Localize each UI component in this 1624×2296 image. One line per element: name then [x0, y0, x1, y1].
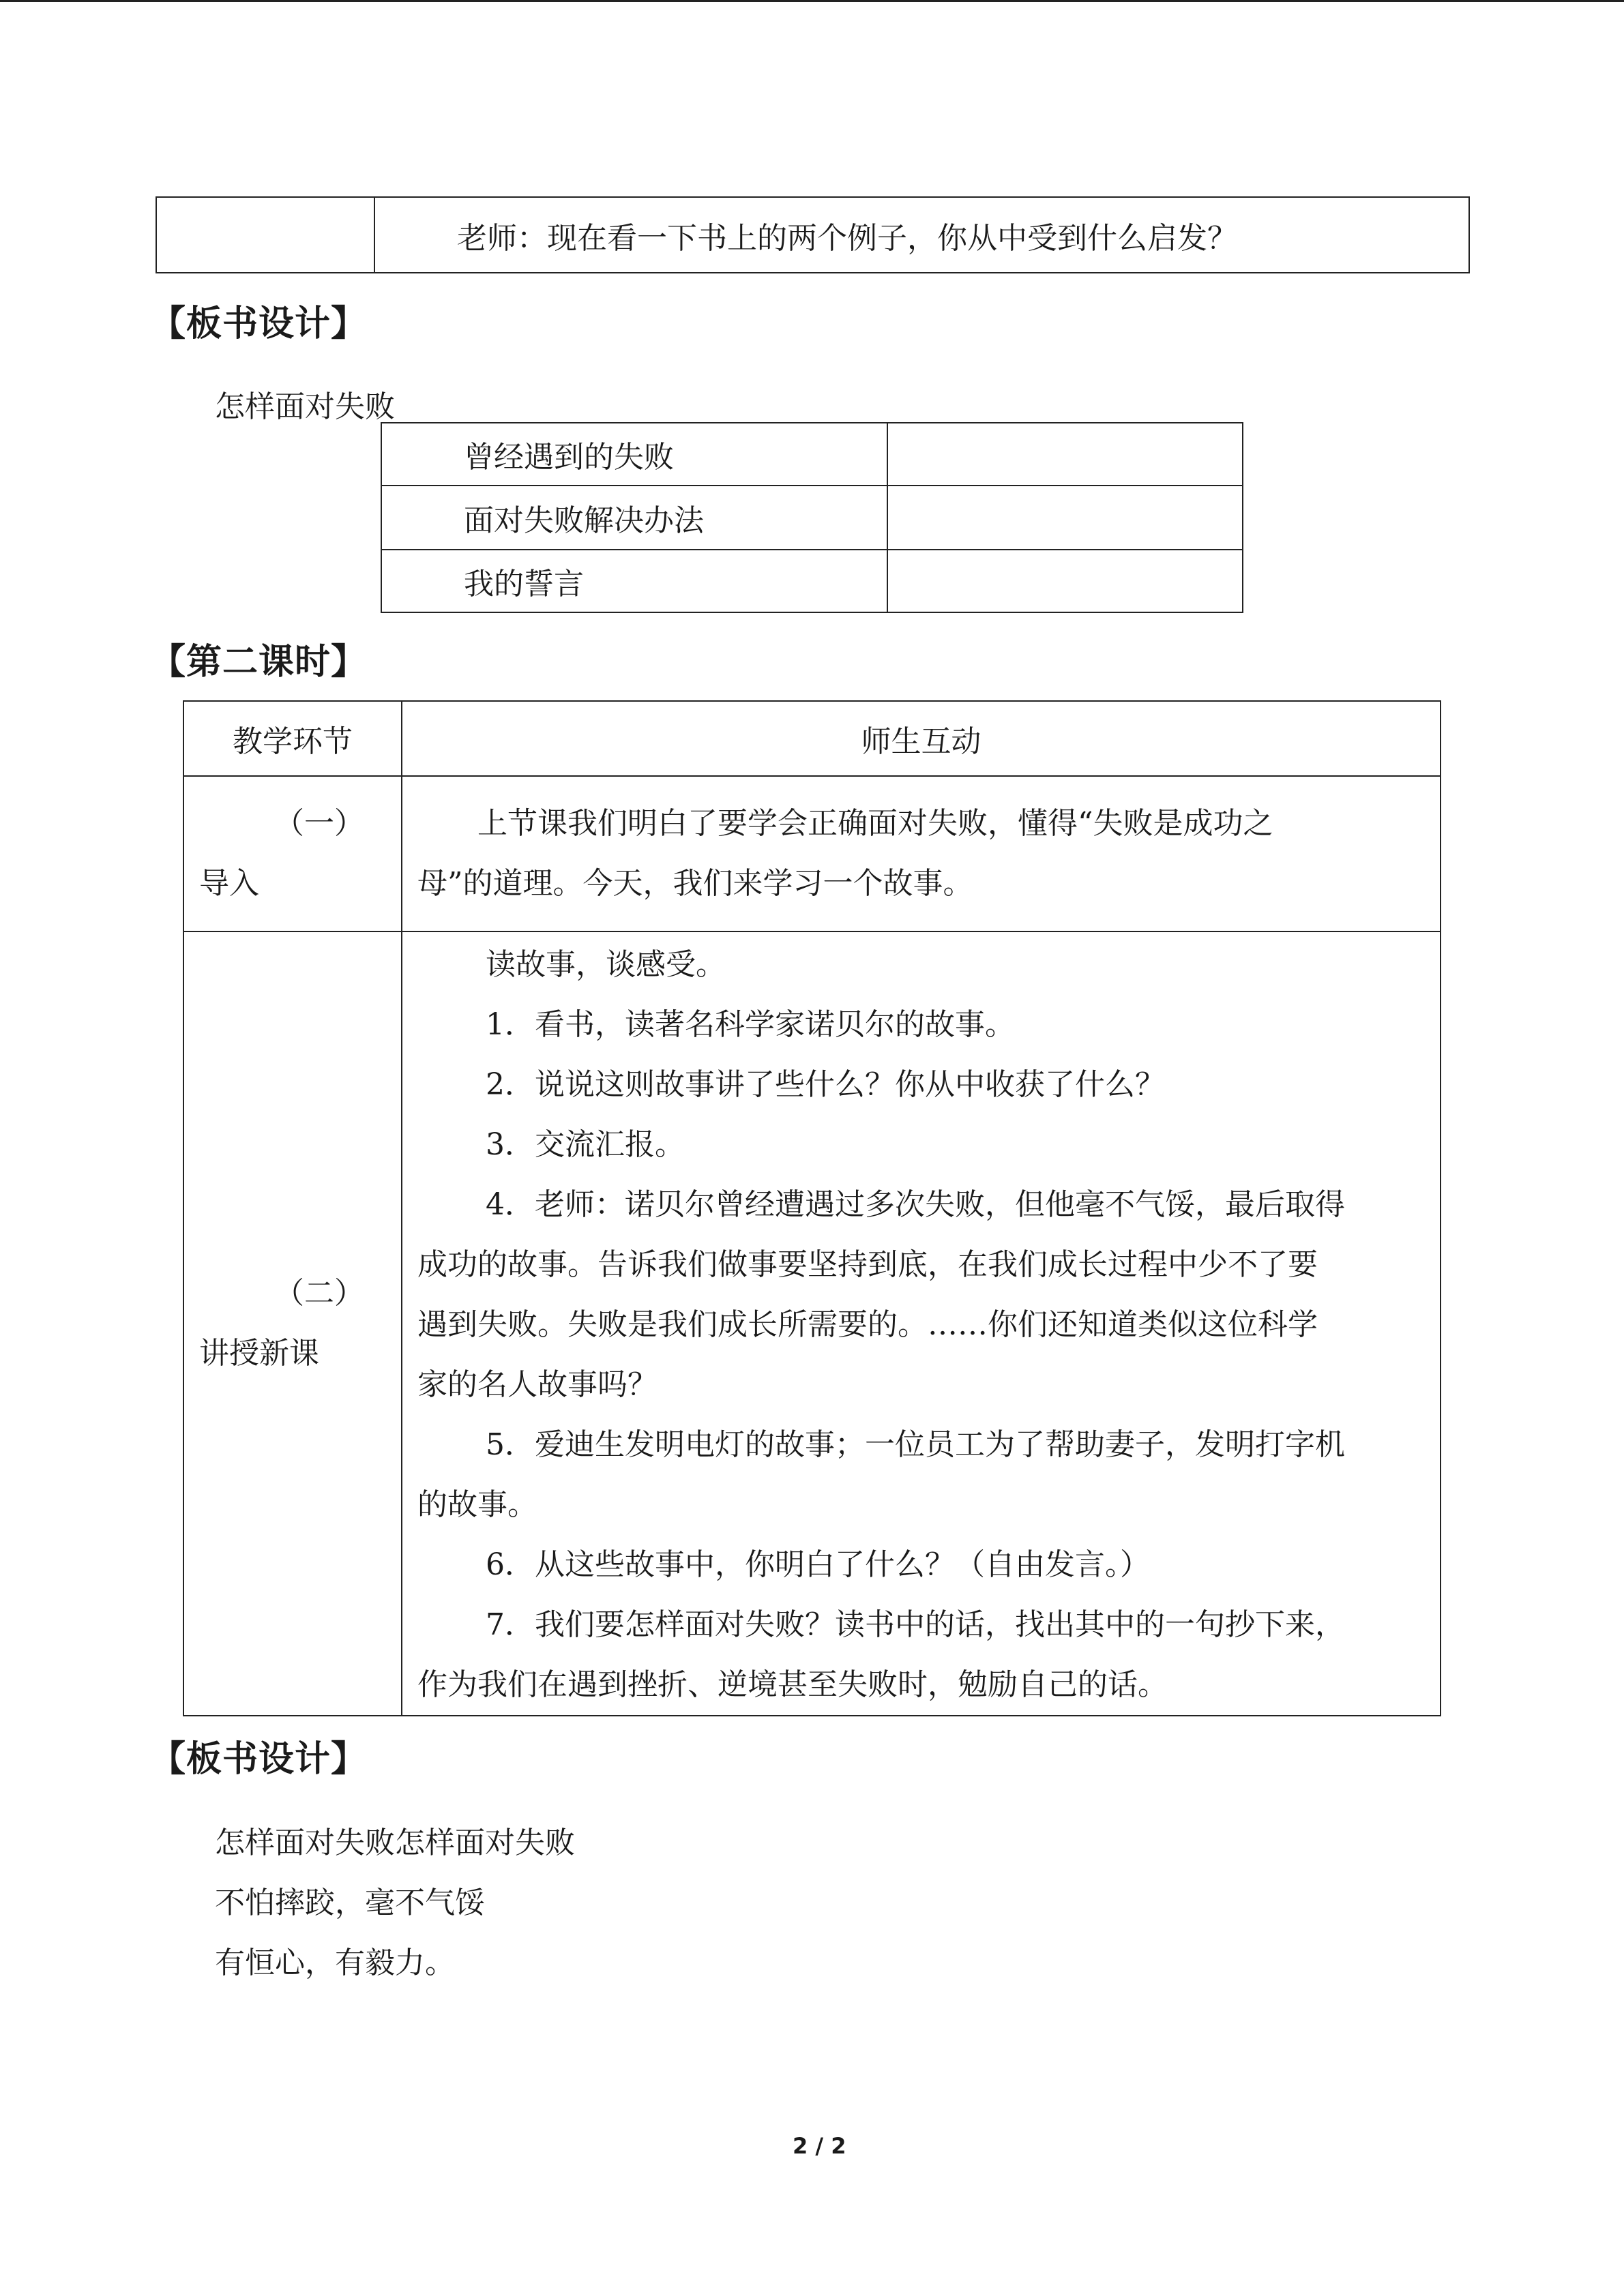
table-row [381, 423, 1243, 486]
table-cell-empty [156, 197, 374, 273]
board-line: 有恒心，有毅力。 [215, 1945, 455, 1980]
table-row [381, 550, 1243, 612]
table-row [156, 197, 1469, 273]
column-header: 教学环节 [183, 701, 402, 776]
stage-name: 导入 [199, 866, 259, 901]
text-line: 上节课我们明白了要学会正确面对失败，懂得“失败是成功之 [477, 806, 1273, 841]
table-cell [887, 423, 1243, 486]
text-line: 7．我们要怎样面对失败？读书中的话，找出其中的一句抄下来， [486, 1607, 1345, 1642]
stage-cell [183, 776, 402, 931]
row-label: 曾经遇到的失败 [464, 440, 674, 475]
stage-cell [183, 931, 402, 1716]
row-label: 我的誓言 [464, 567, 584, 601]
stage-name: 讲授新课 [199, 1336, 319, 1371]
table-cell [381, 486, 887, 550]
board-line: 不怕摔跤，毫不气馁 [215, 1885, 485, 1920]
text-line: 家的名人故事吗？ [417, 1367, 658, 1402]
text-line: 3．交流汇报。 [486, 1127, 685, 1162]
section-heading: 【第二课时】 [150, 642, 368, 683]
text-line: 2．说说这则故事讲了些什么？你从中收获了什么？ [486, 1067, 1165, 1102]
page-number: 2 / 2 [793, 2133, 846, 2159]
table-cell [374, 197, 1469, 273]
table-cell [381, 550, 887, 612]
table-cell [381, 423, 887, 486]
page-top-border [0, 0, 1624, 2]
text-line: 读故事，谈感受。 [486, 947, 726, 982]
content-cell [402, 931, 1441, 1716]
continuation-table [156, 196, 1470, 273]
text-line: 5．爱迪生发明电灯的故事；一位员工为了帮助妻子，发明打字机 [486, 1427, 1345, 1462]
section-heading: 【板书设计】 [150, 303, 368, 344]
row-label: 面对失败解决办法 [464, 503, 704, 538]
teacher-prompt-text: 老师：现在看一下书上的两个例子，你从中受到什么启发？ [457, 220, 1237, 256]
text-line: 6．从这些故事中，你明白了什么？（自由发言。） [486, 1547, 1150, 1582]
lesson-table [183, 700, 1441, 1716]
text-line: 作为我们在遇到挫折、逆境甚至失败时，勉励自己的话。 [417, 1667, 1168, 1702]
table-row [381, 486, 1243, 550]
board-design-table [381, 422, 1243, 613]
table-cell [887, 486, 1243, 550]
table-header-row [183, 701, 1441, 776]
column-header: 师生互动 [402, 701, 1441, 776]
text-line: 母”的道理。今天，我们来学习一个故事。 [417, 866, 973, 901]
board-line: 怎样面对失败怎样面对失败 [215, 1825, 575, 1860]
table-row-intro [183, 776, 1441, 931]
text-line: 的故事。 [417, 1487, 537, 1522]
text-line: 成功的故事。告诉我们做事要坚持到底，在我们成长过程中少不了要 [417, 1247, 1318, 1282]
content-cell [402, 776, 1441, 931]
text-line: 4．老师：诺贝尔曾经遭遇过多次失败，但他毫不气馁，最后取得 [486, 1187, 1345, 1222]
section-heading: 【板书设计】 [150, 1739, 368, 1780]
board-title: 怎样面对失败 [215, 389, 395, 424]
stage-number: （二） [274, 1276, 364, 1311]
stage-number: （一） [274, 806, 364, 841]
text-line: 1．看书，读著名科学家诺贝尔的故事。 [486, 1007, 1015, 1042]
table-row-lesson [183, 931, 1441, 1716]
text-line: 遇到失败。失败是我们成长所需要的。……你们还知道类似这位科学 [417, 1307, 1318, 1342]
table-cell [887, 550, 1243, 612]
